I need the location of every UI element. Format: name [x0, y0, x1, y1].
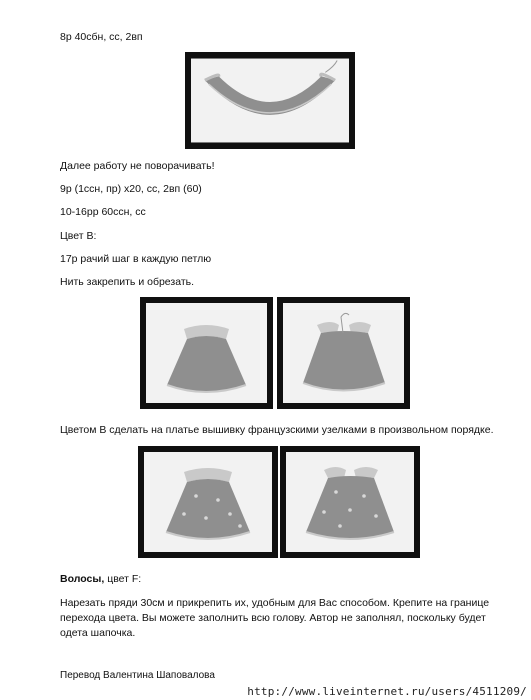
dress-knots-back-image — [286, 452, 414, 552]
fasten-text: Нить закрепить и обрезать. — [60, 276, 195, 288]
dont-turn-text: Далее работу не поворачивать! — [60, 160, 215, 172]
photo-skirt-back — [277, 297, 410, 409]
photo-dress-knots-front — [138, 446, 278, 558]
skirt-back-image — [283, 303, 404, 403]
hair-heading — [60, 573, 141, 586]
row-17-text: 17р рачий шаг в каждую петлю — [60, 253, 212, 265]
source-watermark: http://www.liveinternet.ru/users/4511209/ — [247, 685, 527, 698]
photo-skirt-front — [140, 297, 273, 409]
photo-dress-knots-back — [280, 446, 420, 558]
skirt-front-image — [146, 303, 267, 403]
row-9-text: 9р (1ссн, пр) х20, сс, 2вп (60) — [60, 183, 202, 195]
hair-instructions: Нарезать пряди 30см и прикрепить их, удобным для Вас способом. Крепите на границе перехода цвета. Вы можете заполнить всю голову. Автор не заполнял, поскольку будет одета шапочка. — [60, 597, 490, 639]
dress-knots-front-image — [144, 452, 272, 552]
rows-10-16-text: 10-16рр 60ссн, сс — [60, 206, 146, 218]
hair-title: Волосы, — [60, 573, 105, 585]
color-b-text: Цвет В: — [60, 230, 97, 242]
photo-yoke — [185, 52, 355, 149]
row-8-text: 8р 40сбн, сс, 2вп — [60, 31, 143, 43]
translator-credit: Перевод Валентина Шаповалова — [60, 670, 215, 681]
yoke-image — [191, 58, 349, 143]
hair-color: цвет F: — [104, 573, 142, 585]
embroidery-text: Цветом В сделать на платье вышивку французскими узелками в произвольном порядке. — [60, 424, 494, 436]
